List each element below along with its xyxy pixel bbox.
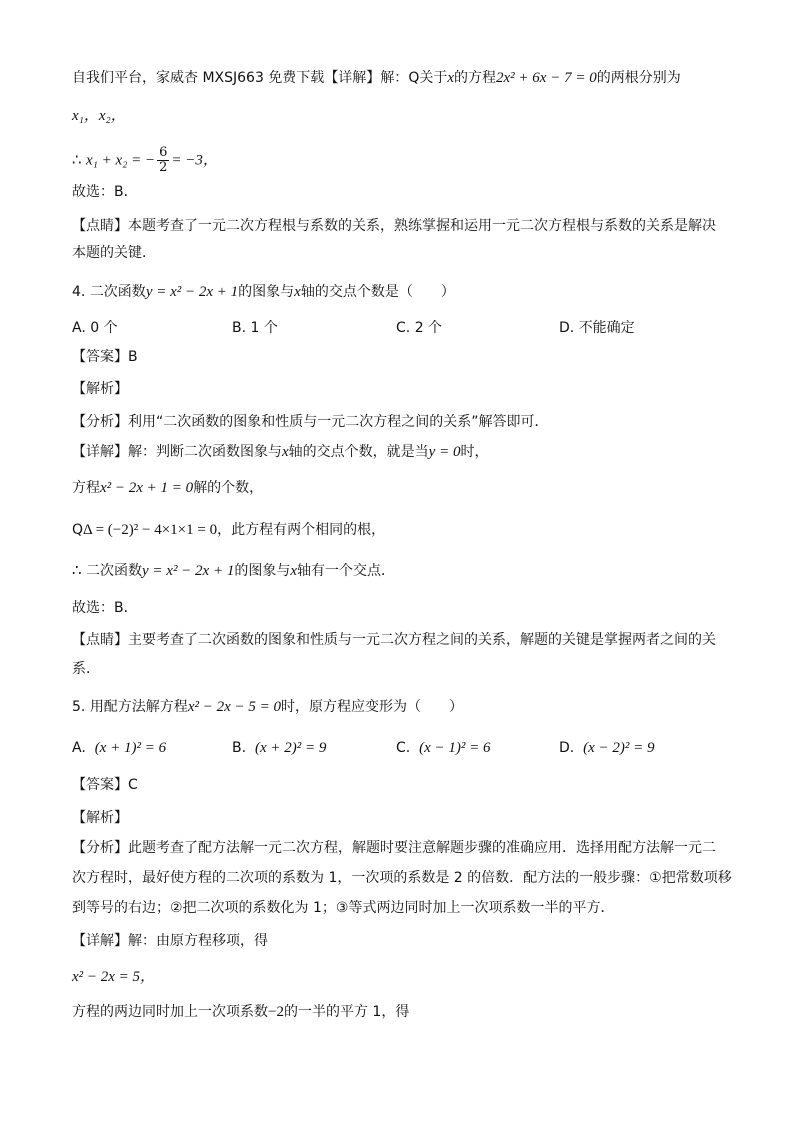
var-x: x [447,70,455,86]
fraction [157,146,169,175]
detail-text: 解：由原方程移项，得 [128,933,268,949]
watermark-text: 自我们平台，家威杏 MXSJ663 免费下载 [72,70,325,86]
comment-text: 本题考查了一元二次方程根与系数的关系，熟练掌握和运用一元二次方程根与系数的关系是解决 [128,218,716,234]
q4-eq-line [72,478,263,498]
q4-option-a: A. 0 个 [72,320,118,336]
sum-right: = −3， [171,152,218,169]
q3-sum-line [72,146,218,175]
last-num: −2 [268,1004,284,1020]
fenxi-label: 【分析】 [72,840,128,856]
detail-intro: 解： [380,70,409,86]
frac-num: 6 [159,145,168,160]
q5-fenxi-3: 到等号的右边；②把二次项的系数化为 1；③等式两边同时加上一次项系数一半的平方． [72,900,615,916]
concl-function: y = x² − 2x + 1 [142,563,235,579]
q5-stem-a: 用配方法解方程 [89,699,188,715]
q4-option-c: C. 2 个 [396,320,443,336]
q4-option-d: D. 不能确定 [559,320,635,336]
q4-function: y = x² − 2x + 1 [145,284,239,300]
q5-fenxi-2: 次方程时，最好使方程的二次项的系数为 1，一次项的系数是 2 的倍数．配方法的一般步骤：①把常数项移 [72,870,732,886]
q3-comment-2: 本题的关键． [72,245,156,261]
answer-value: C [128,777,138,793]
concl-c: 轴有一个交点． [297,563,396,579]
detail-c: 时， [460,444,489,460]
delta-text: ，此方程有两个相同的根， [217,522,386,538]
detail-b: 轴的交点个数，就是当 [288,444,429,460]
q5-moved-eq: x² − 2x = 5， [72,969,156,985]
q4-stem-a: 二次函数 [89,284,146,300]
eq-line-a: 方程 [72,480,100,496]
concl-b: 的图象与 [234,563,291,579]
detail-a: 解：判断二次函数图象与 [128,444,282,460]
q4-comment-2: 系． [72,661,100,677]
fenxi-label: 【分析】 [72,414,128,430]
answer-value: B [128,349,138,365]
comment-label: 【点睛】 [72,632,128,648]
sum-left: x₁ + x₂ = − [86,152,156,169]
answer-label: 【答案】 [72,349,128,365]
q4-answer [72,347,138,367]
q5-option-d: D. (x − 2)² = 9 [559,740,655,756]
q5-analysis-label: 【解析】 [72,810,128,826]
fenxi-text: 利用“二次函数的图象和性质与一元二次方程之间的关系”解答即可． [128,414,549,430]
therefore-symbol: ∴ [72,152,82,169]
delta-expr: Δ = (−2)² − 4×1×1 = 0 [83,522,218,538]
q3-text-a: 关于 [419,70,448,86]
q4-stem-c: 轴的交点个数是（ ） [300,284,455,300]
detail-label: 【详解】 [324,70,381,86]
q5-last-line [72,1002,409,1022]
q3-line-1 [72,68,681,88]
q5-answer [72,775,138,795]
detail-label: 【详解】 [72,933,128,949]
q4-number: 4. [72,284,86,300]
q5-stem-b: 时，原方程应变形为（ ） [281,699,463,715]
q4-stem [72,282,455,302]
q5-number: 5. [72,699,86,715]
q3-text-b: 的方程 [454,70,497,86]
fenxi-text: 此题考查了配方法解一元二次方程，解题时要注意解题步骤的准确应用．选择用配方法解一元二 [128,840,716,856]
q4-choice: 故选：B． [72,600,138,616]
q4-option-b: B. 1 个 [232,320,278,336]
q3-comment-1 [72,216,716,236]
last-a: 方程的两边同时加上一次项系数 [72,1004,268,1020]
q5-stem [72,697,463,717]
q3-roots: x₁，x₂， [72,108,126,124]
q4-analysis-label: 【解析】 [72,381,128,397]
last-b: 的一半的平方 1，得 [283,1004,410,1020]
q5-detail [72,931,268,951]
q5-option-c: C. (x − 1)² = 6 [396,740,491,756]
therefore-symbol: ∴ [72,563,82,579]
concl-axis: x [290,563,298,579]
q3-text-c: 的两根分别为 [596,70,681,86]
q3-equation: 2x² + 6x − 7 = 0 [496,70,597,86]
eq-line-b: 解的个数， [193,480,264,496]
q5-equation: x² − 2x − 5 = 0 [187,699,281,715]
q4-conclusion [72,561,395,581]
comment-text: 主要考查了二次函数的图象和性质与一元二次方程之间的关系，解题的关键是掌握两者之间的关 [128,632,716,648]
detail-cond: y = 0 [428,444,461,460]
q4-detail [72,442,488,462]
q4-fenxi [72,412,549,432]
detail-axis: x [282,444,289,460]
frac-den: 2 [159,160,168,175]
q4-comment-1 [72,630,716,650]
concl-a: 二次函数 [86,563,142,579]
q4-delta-line [72,520,385,540]
q5-option-a: A. (x + 1)² = 6 [72,740,167,756]
comment-label: 【点睛】 [72,218,128,234]
because-symbol: Q [72,522,84,538]
eq-line-eq: x² − 2x + 1 = 0 [100,480,194,496]
q4-axis: x [294,284,301,300]
q4-stem-b: 的图象与 [238,284,295,300]
q5-fenxi-1 [72,838,716,858]
because-symbol: Q [408,70,420,86]
detail-label: 【详解】 [72,444,128,460]
q3-choice: 故选：B． [72,184,138,200]
q5-option-b: B. (x + 2)² = 9 [232,740,327,756]
answer-label: 【答案】 [72,777,128,793]
